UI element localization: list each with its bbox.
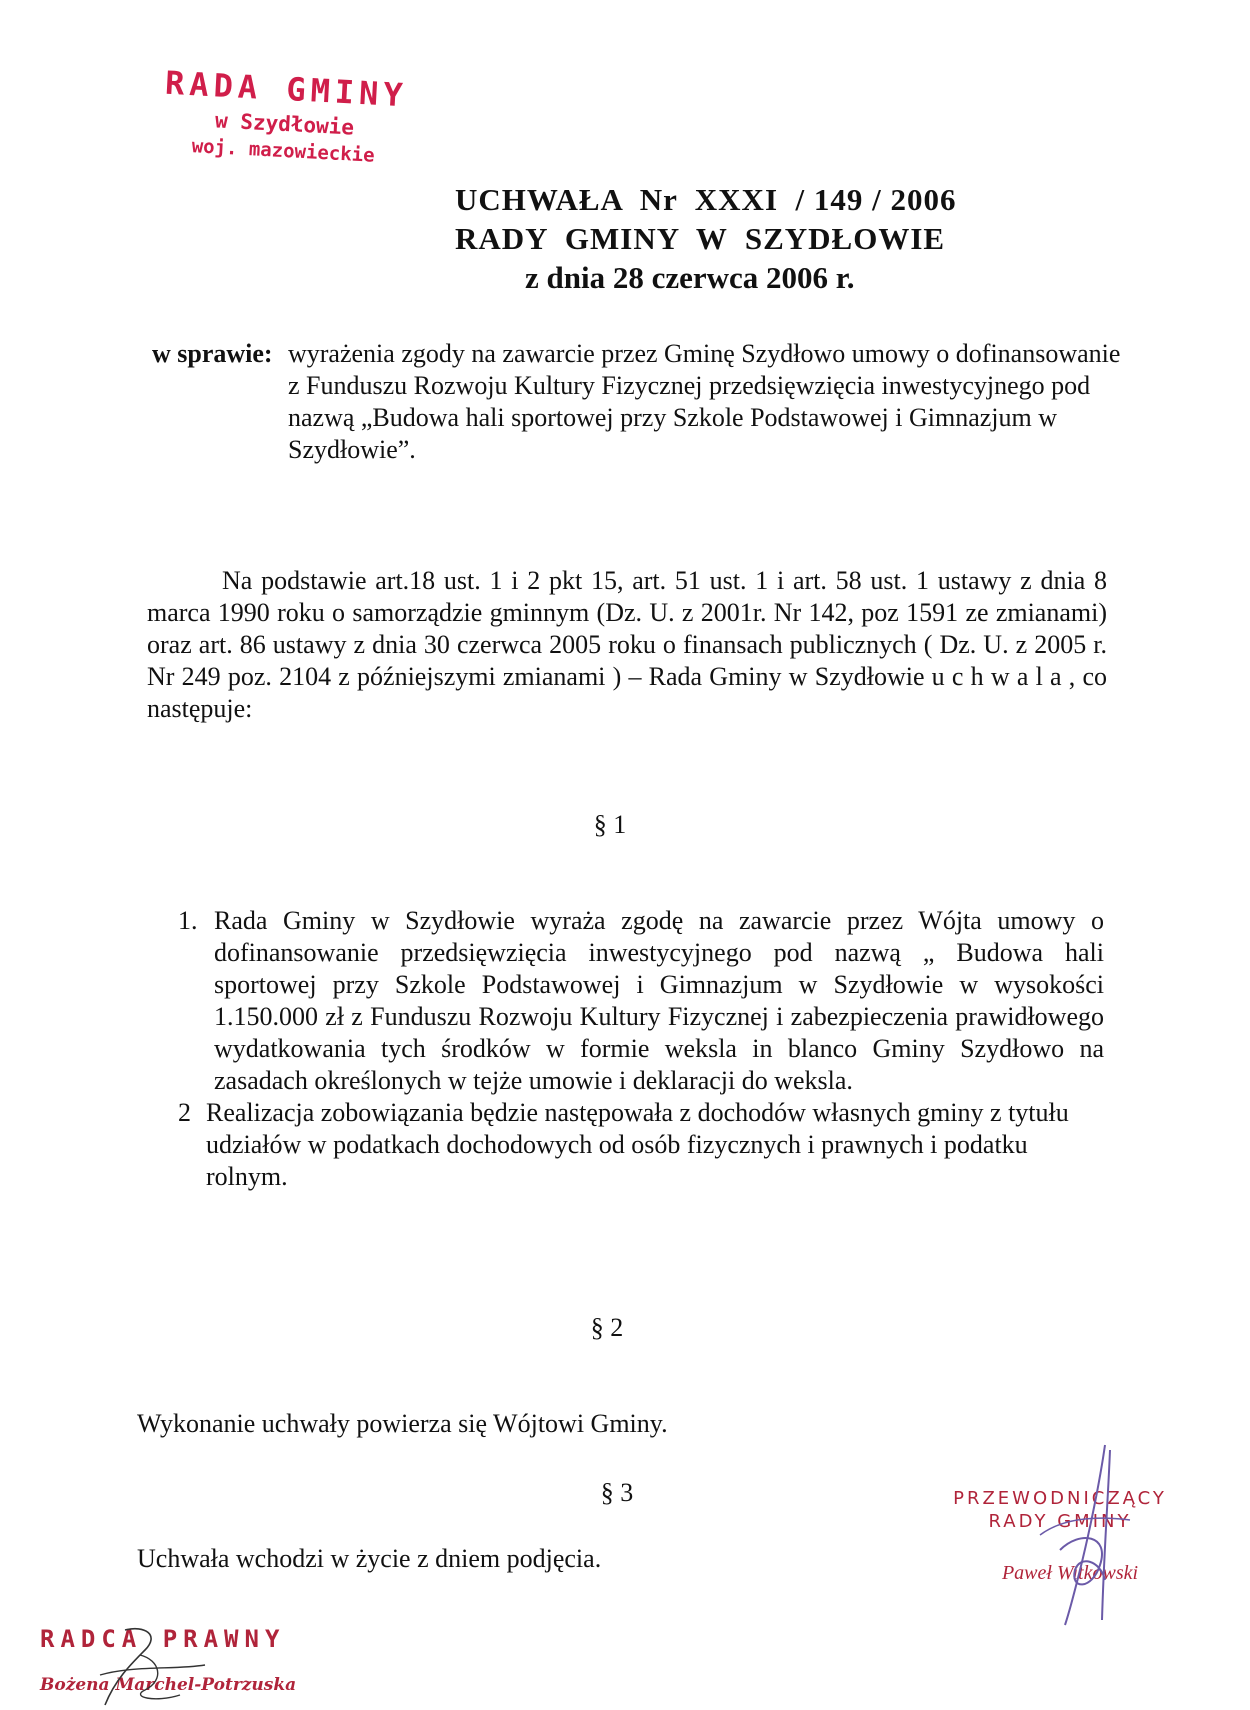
section-1-heading: § 1 bbox=[593, 810, 627, 839]
list-item-text: Rada Gminy w Szydłowie wyraża zgodę na zawarcie przez Wójta umowy o dofinansowanie przedsięwzięcia inwestycyjnego pod nazwą „ Budowa hali sportowej przy Szkole Podstawowej i Gimnazjum w Szydłowie w wysokości 1.150.000 zł z Funduszu Rozwoju Kultury Fizycznej i zabezpieczenia prawidłowego wydatkowania tych środków w formie weksla in blanco Gminy Szydłowo na zasadach określonych w tejże umowie i deklaracji do weksla. bbox=[214, 906, 1104, 1095]
section-3-text: Uchwała wchodzi w życie z dniem podjęcia. bbox=[137, 1544, 602, 1573]
list-item bbox=[178, 905, 1104, 1097]
list-item-number: 2 bbox=[178, 1098, 191, 1127]
chairman-council: RADY GMINY bbox=[988, 1511, 1132, 1532]
legal-counsel-title: RADCA PRAWNY bbox=[40, 1625, 286, 1653]
list-item-number: 1. bbox=[178, 906, 198, 935]
legal-counsel-signature-icon bbox=[85, 1625, 215, 1710]
chairman-name: Paweł Witkowski bbox=[1001, 1562, 1139, 1584]
resolution-issuer: RADY GMINY W SZYDŁOWIE bbox=[455, 221, 946, 256]
subject-text: wyrażenia zgody na zawarcie przez Gminę Szydłowo umowy o dofinansowanie z Funduszu Rozwoju Kultury Fizycznej przedsięwzięcia inwestycyjnego pod nazwą „Budowa hali sportowej przy Szkole Podstawowej i Gimnazjum w Szydłowie”. bbox=[288, 339, 1121, 464]
section-1-list bbox=[178, 905, 1104, 1193]
resolution-heading bbox=[395, 180, 1015, 297]
council-stamp bbox=[148, 63, 422, 169]
section-3-heading: § 3 bbox=[600, 1478, 634, 1507]
stamp-line-place: w Szydłowie bbox=[214, 108, 355, 140]
list-item bbox=[178, 1097, 1104, 1193]
section-2-text: Wykonanie uchwały powierza się Wójtowi Gminy. bbox=[137, 1409, 668, 1438]
section-2-heading: § 2 bbox=[590, 1313, 624, 1342]
chairman-signature-icon bbox=[1030, 1440, 1140, 1630]
chairman-title: PRZEWODNICZĄCY bbox=[953, 1488, 1167, 1509]
legal-basis-text: Na podstawie art.18 ust. 1 i 2 pkt 15, art. 51 ust. 1 i art. 58 ust. 1 ustawy z dnia 8 marca 1990 roku o samorządzie gminnym (Dz. U. z 2001r. Nr 142, poz 1591 ze zmianami) oraz art. 86 ustawy z dnia 30 czerwca 2005 roku o finansach publicznych ( Dz. U. z 2005 r. Nr 249 poz. 2104 z późniejszymi zmianami ) – Rada Gminy w Szydłowie u c h w a l a , co następuje: bbox=[147, 566, 1107, 723]
resolution-date: z dnia 28 czerwca 2006 r. bbox=[525, 260, 855, 295]
stamp-line-voivodeship: woj. mazowieckie bbox=[191, 135, 376, 167]
resolution-subject bbox=[152, 338, 1132, 466]
list-item-text: Realizacja zobowiązania będzie następowała z dochodów własnych gminy z tytułu udziałów w podatkach dochodowych od osób fizycznych i prawnych i podatku rolnym. bbox=[206, 1098, 1069, 1191]
subject-label: w sprawie: bbox=[152, 339, 273, 368]
legal-counsel-name: Bożena Marchel-Potrzuska bbox=[40, 1675, 297, 1695]
stamp-line-council: RADA GMINY bbox=[164, 63, 409, 115]
resolution-number: UCHWAŁA Nr XXXI / 149 / 2006 bbox=[455, 182, 957, 217]
legal-basis-paragraph bbox=[147, 565, 1107, 725]
